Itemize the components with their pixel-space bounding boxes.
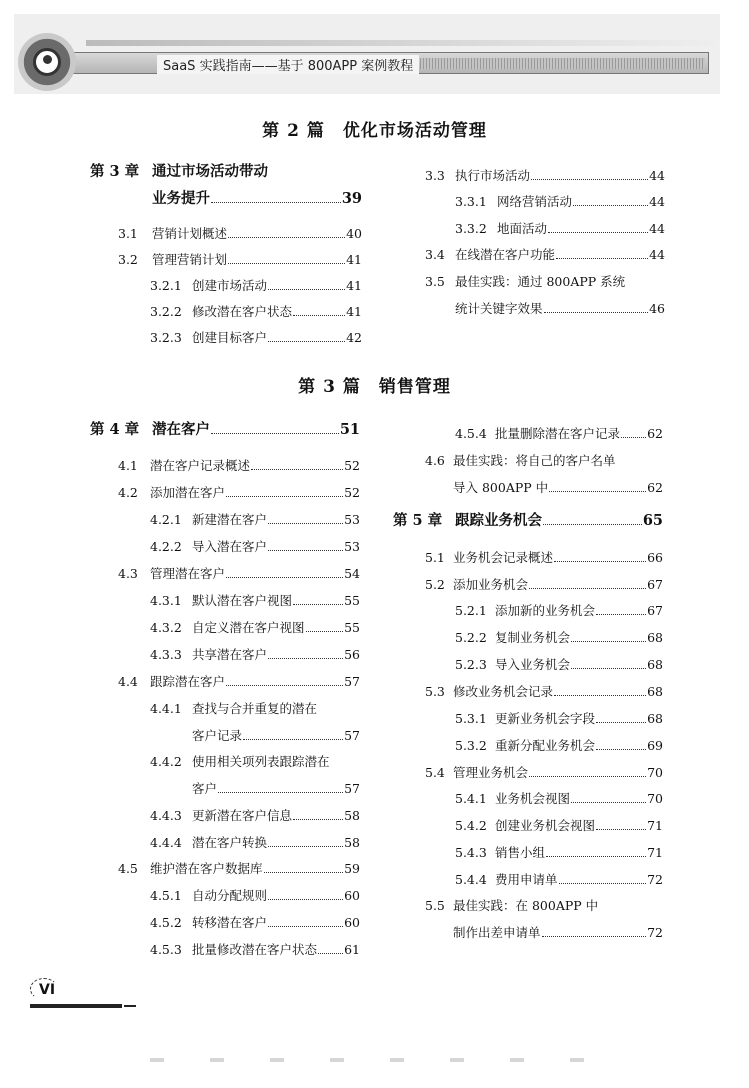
toc-page: 41: [346, 278, 362, 293]
toc-page: 70: [647, 791, 663, 806]
toc-number: 4.3: [118, 566, 138, 581]
toc-title: 制作出差申请单: [453, 925, 541, 940]
toc-number: 3.4: [425, 247, 445, 262]
toc-page: 68: [647, 630, 663, 645]
toc-page: 46: [649, 301, 665, 316]
toc-page: 60: [344, 888, 360, 903]
toc-title: 导入潜在客户: [192, 539, 268, 554]
toc-number: 4.3.2: [150, 620, 182, 635]
toc-page: 71: [647, 845, 663, 860]
toc-page: 44: [649, 168, 665, 183]
toc-title: 在线潜在客户功能: [455, 247, 556, 262]
toc-page: 57: [344, 728, 360, 743]
toc-page: 41: [346, 252, 362, 267]
toc-page: 51: [339, 421, 360, 438]
footer-dash: [124, 1005, 136, 1009]
toc-number: 4.2.1: [150, 512, 182, 527]
toc-page: 53: [344, 512, 360, 527]
toc-page: 44: [649, 247, 665, 262]
footer-rule: [30, 1004, 122, 1008]
scan-artifact: [150, 1058, 600, 1062]
toc-number: 3.2.2: [150, 304, 182, 319]
toc-page: 72: [647, 872, 663, 887]
toc-number: 3.3: [425, 168, 445, 183]
toc-title: 添加业务机会: [453, 577, 529, 592]
toc-title: 客户: [192, 781, 218, 796]
toc-title: 管理业务机会: [453, 765, 529, 780]
toc-page: 62: [647, 480, 663, 495]
toc-page: 42: [346, 330, 362, 345]
toc-page: 61: [344, 942, 360, 957]
toc-title: 执行市场活动: [455, 168, 531, 183]
toc-title: 管理营销计划: [152, 252, 228, 267]
toc-page: 39: [341, 190, 362, 207]
toc-page: 72: [647, 925, 663, 940]
toc-number: 5.4.3: [455, 845, 487, 860]
toc-title: 更新潜在客户信息: [192, 808, 293, 823]
toc-number: 3.3.2: [455, 221, 487, 236]
toc-title: 维护潜在客户数据库: [150, 861, 263, 876]
toc-number: 4.1: [118, 458, 138, 473]
toc-number: 5.2: [425, 577, 445, 592]
toc-number: 4.6: [425, 453, 445, 468]
toc-number: 4.5.4: [455, 426, 487, 441]
toc-title: 统计关键字效果: [455, 301, 543, 316]
toc-title: 添加新的业务机会: [495, 603, 596, 618]
toc-page: 57: [344, 781, 360, 796]
toc-page: 70: [647, 765, 663, 780]
toc-page: 57: [344, 674, 360, 689]
toc-number: 4.4: [118, 674, 138, 689]
toc-title: 修改潜在客户状态: [192, 304, 293, 319]
toc-page: 52: [344, 458, 360, 473]
toc-number: 第 5 章: [393, 512, 443, 529]
toc-page: 40: [346, 226, 362, 241]
toc-title: 批量修改潜在客户状态: [192, 942, 318, 957]
toc-number: 5.3.2: [455, 738, 487, 753]
toc-number: 5.4.4: [455, 872, 487, 887]
toc-number: 3.2.1: [150, 278, 182, 293]
toc-page: 52: [344, 485, 360, 500]
header-stripes: [420, 58, 705, 69]
toc-page: 58: [344, 808, 360, 823]
toc-number: 4.3.3: [150, 647, 182, 662]
toc-number: 5.2.3: [455, 657, 487, 672]
toc-title: 导入业务机会: [495, 657, 571, 672]
toc-page: 69: [647, 738, 663, 753]
toc-page: 58: [344, 835, 360, 850]
toc-title: 自定义潜在客户视图: [192, 620, 305, 635]
toc-title: 更新业务机会字段: [495, 711, 596, 726]
toc-title: 复制业务机会: [495, 630, 571, 645]
toc-title: 业务机会视图: [495, 791, 571, 806]
toc-page: 55: [344, 593, 360, 608]
toc-number: 5.5: [425, 898, 445, 913]
toc-number: 第 4 章: [90, 421, 140, 438]
toc-page: 53: [344, 539, 360, 554]
toc-page: 44: [649, 194, 665, 209]
toc-page: 60: [344, 915, 360, 930]
toc-number: 3.3.1: [455, 194, 487, 209]
toc-page: 67: [647, 603, 663, 618]
toc-title: 最佳实践：在 800APP 中: [453, 898, 599, 913]
header-decoration: [86, 40, 716, 46]
toc-title: 重新分配业务机会: [495, 738, 596, 753]
toc-title: 创建目标客户: [192, 330, 268, 345]
toc-title: 修改业务机会记录: [453, 684, 554, 699]
toc-title: 潜在客户转换: [192, 835, 268, 850]
toc-title: 业务机会记录概述: [453, 550, 554, 565]
toc-title: 导入 800APP 中: [453, 480, 549, 495]
toc-number: 5.3.1: [455, 711, 487, 726]
toc-number: 4.4.3: [150, 808, 182, 823]
toc-page: 71: [647, 818, 663, 833]
toc-number: 3.5: [425, 274, 445, 289]
toc-title: 销售小组: [495, 845, 546, 860]
toc-number: 4.2.2: [150, 539, 182, 554]
toc-number: 5.4.1: [455, 791, 487, 806]
toc-number: 4.4.1: [150, 701, 182, 716]
toc-number: 5.3: [425, 684, 445, 699]
part-title-2: 第 2 篇 优化市场活动管理: [262, 121, 487, 141]
toc-number: 5.2.2: [455, 630, 487, 645]
toc-title: 潜在客户: [152, 421, 210, 438]
toc-title: 潜在客户记录概述: [150, 458, 251, 473]
toc-title: 使用相关项列表跟踪潜在: [192, 754, 330, 769]
toc-number: 5.4.2: [455, 818, 487, 833]
toc-number: 4.5.2: [150, 915, 182, 930]
toc-page: 56: [344, 647, 360, 662]
toc-number: 3.2.3: [150, 330, 182, 345]
toc-title: 共享潜在客户: [192, 647, 268, 662]
toc-number: 4.4.4: [150, 835, 182, 850]
toc-number: 4.3.1: [150, 593, 182, 608]
toc-number: 4.5.3: [150, 942, 182, 957]
toc-page: 68: [647, 657, 663, 672]
toc-page: 55: [344, 620, 360, 635]
toc-title: 自动分配规则: [192, 888, 268, 903]
toc-number: 4.5.1: [150, 888, 182, 903]
toc-title: 网络营销活动: [497, 194, 573, 209]
toc-page: 41: [346, 304, 362, 319]
page-number: VI: [39, 982, 56, 998]
toc-title: 管理潜在客户: [150, 566, 226, 581]
toc-title: 转移潜在客户: [192, 915, 268, 930]
toc-title: 创建市场活动: [192, 278, 268, 293]
toc-page: 68: [647, 684, 663, 699]
toc-title: 最佳实践：将自己的客户名单: [453, 453, 616, 468]
toc-page: 67: [647, 577, 663, 592]
toc-page: 62: [647, 426, 663, 441]
toc-title: 跟踪业务机会: [455, 512, 542, 529]
toc-page: 66: [647, 550, 663, 565]
toc-title: 默认潜在客户视图: [192, 593, 293, 608]
toc-page: 68: [647, 711, 663, 726]
toc-title: 新建潜在客户: [192, 512, 268, 527]
page-number-badge: [30, 978, 64, 1002]
toc-number: 第 3 章: [90, 163, 140, 180]
toc-number: 5.1: [425, 550, 445, 565]
toc-title: 批量删除潜在客户记录: [495, 426, 621, 441]
toc-number: 5.2.1: [455, 603, 487, 618]
part-title-3: 第 3 篇 销售管理: [298, 377, 451, 397]
toc-title: 最佳实践：通过 800APP 系统: [455, 274, 626, 289]
toc-number: 4.2: [118, 485, 138, 500]
toc-title: 业务提升: [152, 190, 210, 207]
toc-number: 3.2: [118, 252, 138, 267]
book-logo-icon: [18, 33, 76, 91]
toc-number: 4.5: [118, 861, 138, 876]
toc-page: 59: [344, 861, 360, 876]
toc-number: 4.4.2: [150, 754, 182, 769]
toc-title: 客户记录: [192, 728, 243, 743]
toc-title: 通过市场活动带动: [152, 163, 268, 180]
toc-title: 营销计划概述: [152, 226, 228, 241]
toc-page: 54: [344, 566, 360, 581]
toc-number: 5.4: [425, 765, 445, 780]
toc-number: 3.1: [118, 226, 138, 241]
toc-page: 44: [649, 221, 665, 236]
toc-title: 创建业务机会视图: [495, 818, 596, 833]
toc-page: 65: [642, 512, 663, 529]
running-header-title: SaaS 实践指南——基于 800APP 案例教程: [157, 55, 419, 74]
toc-title: 地面活动: [497, 221, 548, 236]
toc-title: 费用申请单: [495, 872, 558, 887]
toc-title: 添加潜在客户: [150, 485, 226, 500]
toc-title: 查找与合并重复的潜在: [192, 701, 318, 716]
toc-title: 跟踪潜在客户: [150, 674, 226, 689]
